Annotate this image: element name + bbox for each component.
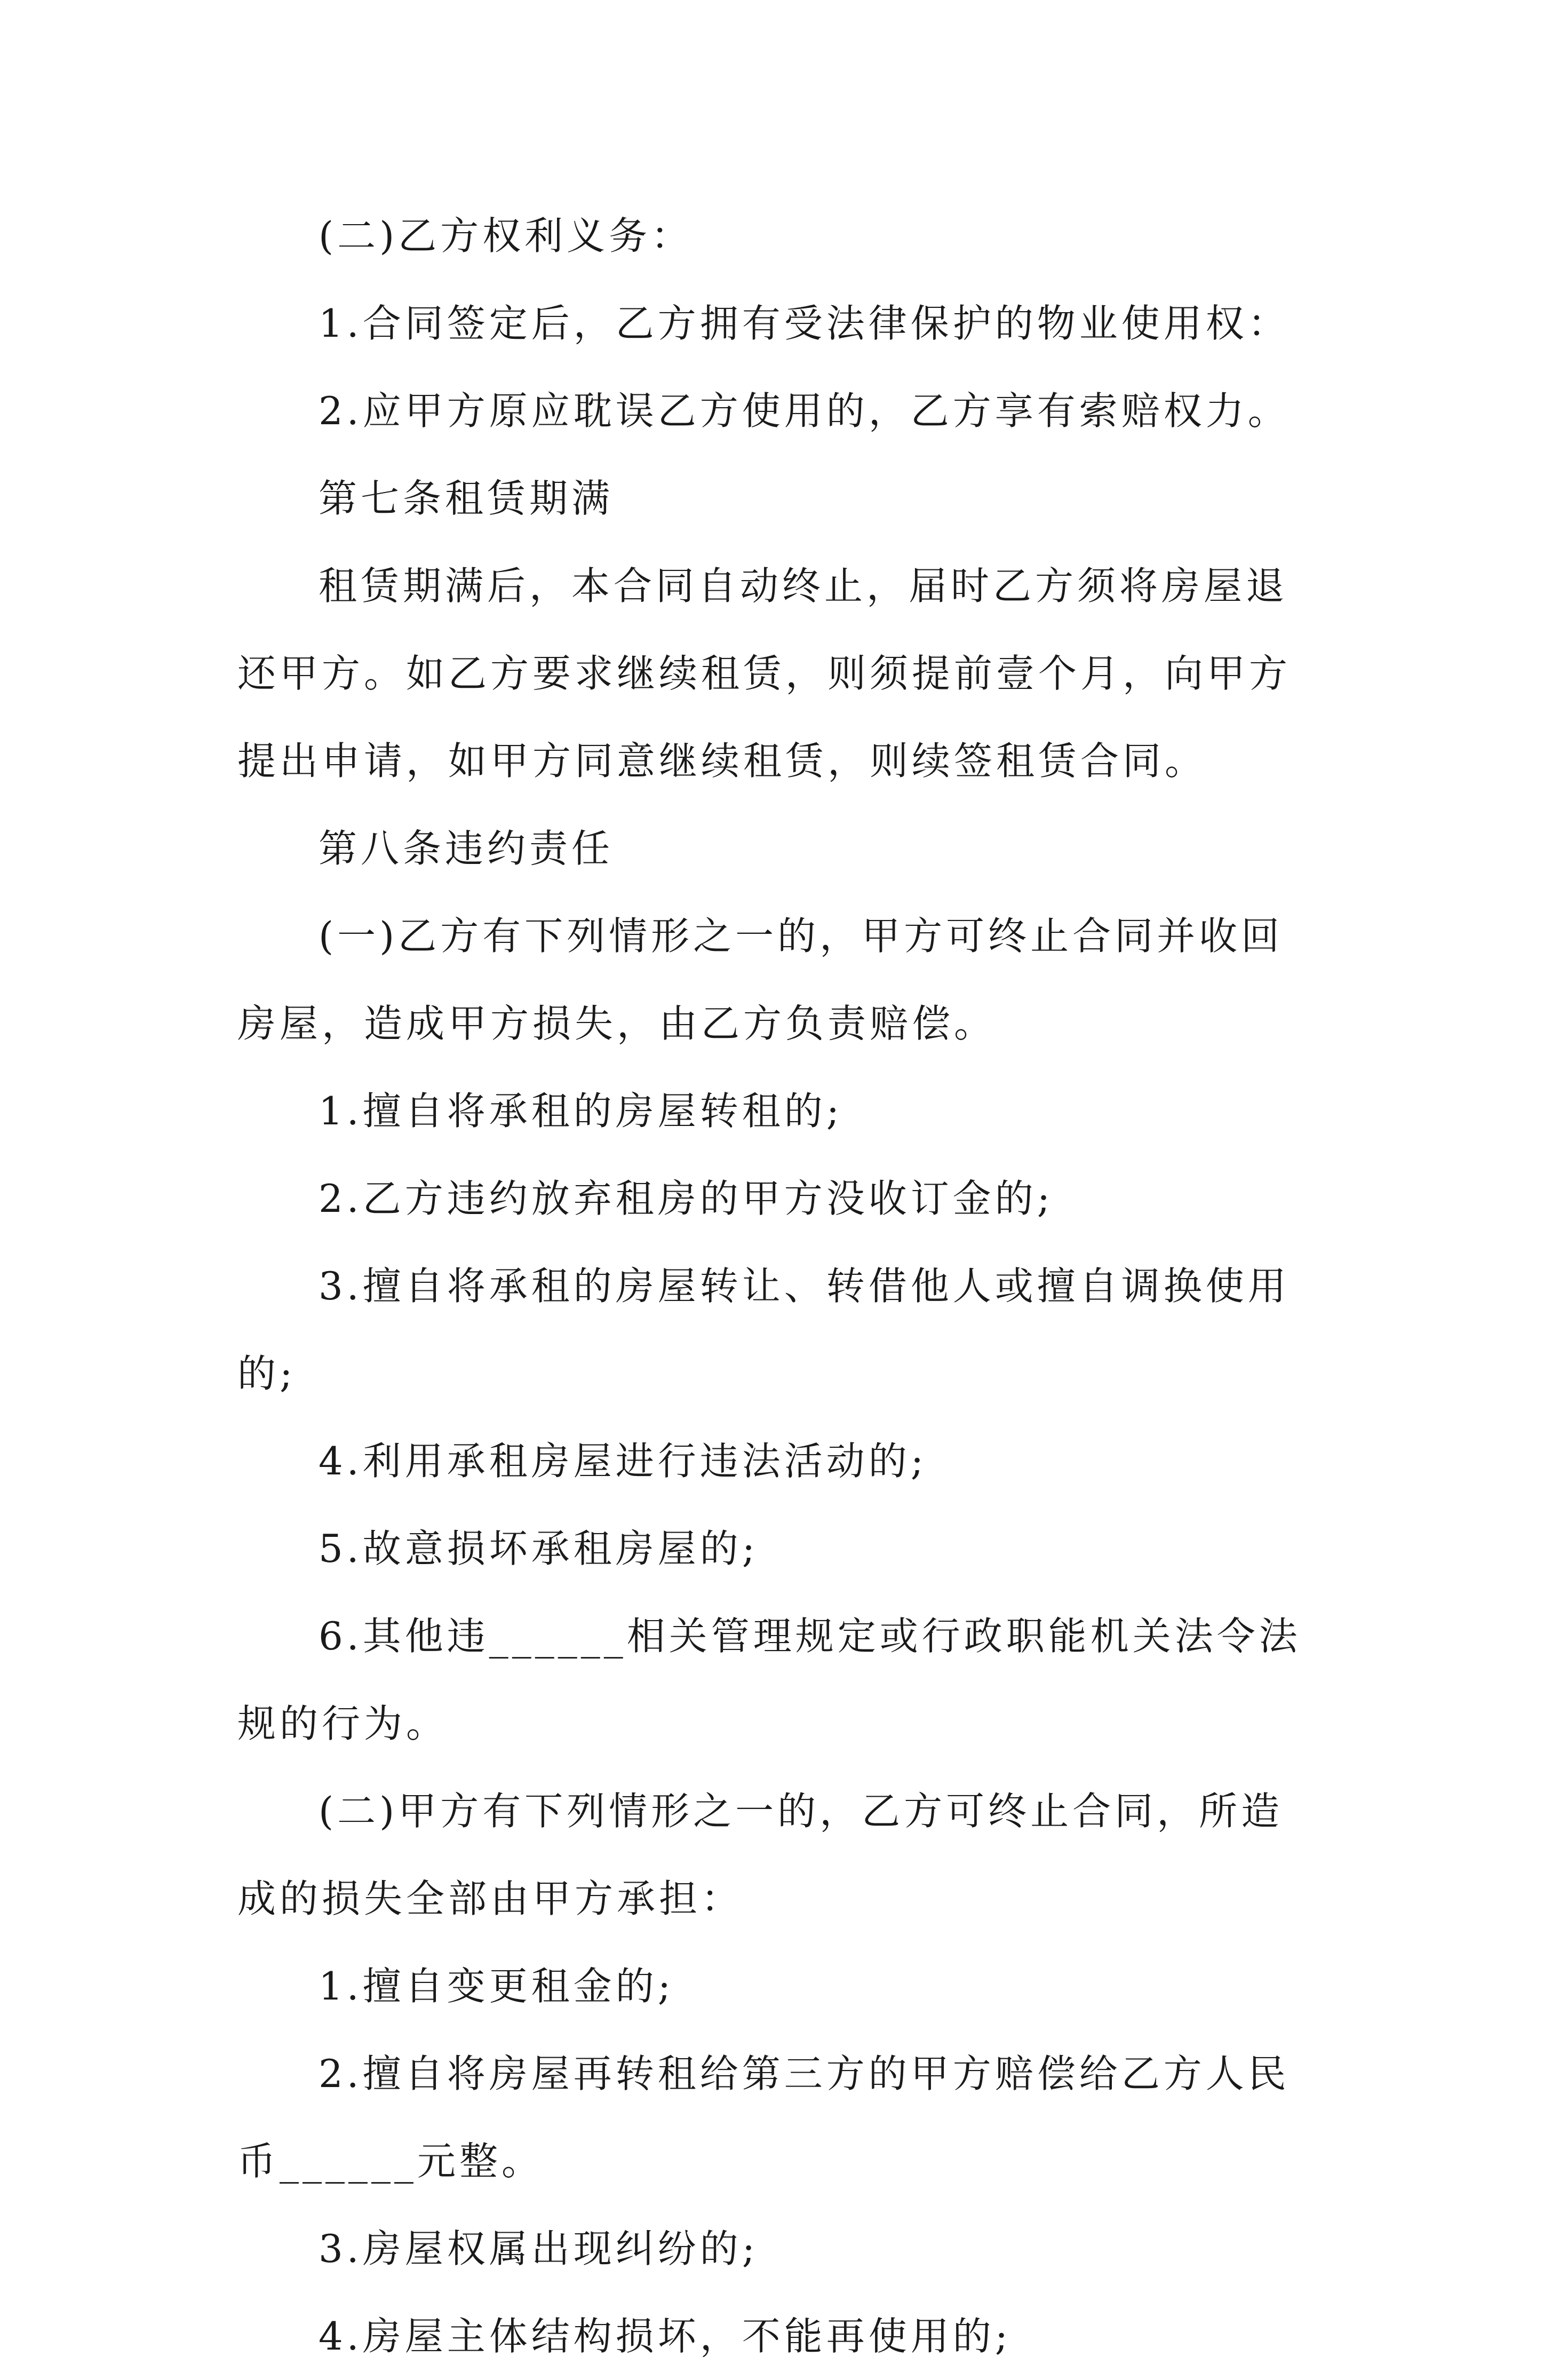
article-8-section-1-item-2: 2.乙方违约放弃租房的甲方没收订金的; <box>319 1176 1054 1221</box>
article-8-section-1-item-1: 1.擅自将承租的房屋转租的; <box>319 1089 843 1133</box>
document-body <box>237 192 1312 2380</box>
article-8-section-2-item-2: 2.擅自将房屋再转租给第三方的甲方赔偿给乙方人民币______元整。 <box>237 2051 1290 2184</box>
article-7-heading: 第七条租赁期满 <box>319 476 614 521</box>
article-8-heading: 第八条违约责任 <box>319 826 614 871</box>
article-8-section-2-item-4: 4.房屋主体结构损坏，不能再使用的; <box>319 2314 1012 2359</box>
article-8-section-2-item-3: 3.房屋权属出现纠纷的; <box>319 2226 759 2271</box>
article-8-section-2-intro: (二)甲方有下列情形之一的，乙方可终止合同，所造成的损失全部由甲方承担： <box>237 1789 1284 1921</box>
article-8-section-2-item-1: 1.擅自变更租金的; <box>319 1964 674 2009</box>
article-8-section-1-item-6: 6.其他违______相关管理规定或行政职能机关法令法规的行为。 <box>237 1614 1301 1746</box>
article-8-section-1-intro: (一)乙方有下列情形之一的，甲方可终止合同并收回房屋，造成甲方损失，由乙方负责赔偿。 <box>237 914 1284 1046</box>
paragraph-party-b-right-2: 2.应甲方原应耽误乙方使用的，乙方享有索赔权力。 <box>319 388 1290 433</box>
paragraph-party-b-rights-heading: (二)乙方权利义务： <box>319 213 694 258</box>
article-8-section-1-item-3: 3.擅自将承租的房屋转让、转借他人或擅自调换使用的; <box>237 1264 1290 1396</box>
article-8-section-1-item-5: 5.故意损坏承租房屋的; <box>319 1526 759 1571</box>
article-8-section-1-item-4: 4.利用承租房屋进行违法活动的; <box>319 1439 927 1483</box>
paragraph-party-b-right-1: 1.合同签定后，乙方拥有受法律保护的物业使用权： <box>319 301 1290 346</box>
article-7-body: 租赁期满后，本合同自动终止，届时乙方须将房屋退还甲方。如乙方要求继续租赁，则须提前壹个月，向甲方提出申请，如甲方同意继续租赁，则续签租赁合同。 <box>237 564 1292 783</box>
